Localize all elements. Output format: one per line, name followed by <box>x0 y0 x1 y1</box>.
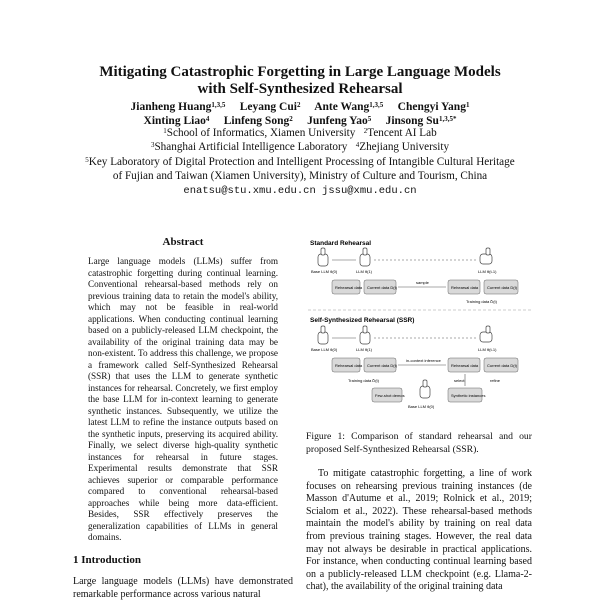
author-emails: enatsu@stu.xmu.edu.cn jssu@xmu.edu.cn <box>183 184 417 197</box>
affiliation-3: Shanghai Artificial Intelligence Laboratory <box>154 141 348 154</box>
svg-text:Synthetic instances: Synthetic instances <box>451 393 486 398</box>
author-name: Jianheng Huang <box>130 101 212 113</box>
llama-icon <box>420 380 430 398</box>
paper-title <box>0 64 600 98</box>
svg-text:Rehearsal data: Rehearsal data <box>451 363 479 368</box>
llama-icon <box>480 248 492 264</box>
svg-text:Current data D(t): Current data D(t) <box>487 285 518 290</box>
label-base-llm: Base LLM θ(0) <box>311 347 338 352</box>
label-training-data: Training data D̂(t) <box>348 378 379 383</box>
affiliation-4: Zhejiang University <box>359 141 450 154</box>
abstract-heading: Abstract <box>162 236 204 248</box>
label-llm-t1: LLM θ(t-1) <box>478 347 497 352</box>
label-llm-1: LLM θ(1) <box>356 347 373 352</box>
figure-diagram <box>308 236 533 426</box>
author-list: Jianheng Huang$^{1,3,5}$ Leyang Cui$^2$ Ante Wang$^{1,3,5}$ Chengyi Yang$^1$ Xinting Liao$^4$ Linfeng Song$^2$ Junfeng Yao$^5$ Jinsong $Su^{1,3,5*}$ <box>130 101 470 127</box>
abstract-body: Large language models (LLMs) suffer from catastrophic forgetting during continual learning. Conventional rehearsal-based methods rely on previous training data to retain the model's ability, which may not be feasible in real-world applications. When conducting continual learning based on a publicly-released LLM checkpoint, the availability of the original training data may be non-existent. To address this challenge, we propose a framework called Self-Synthesized Rehearsal (SSR) that uses the LLM to generate synthetic instances for rehearsal. Concretely, we first employ the base LLM for in-context learning to generate synthetic instances. Subsequently, we utilize the latest LLM to refine the instance outputs based on the synthetic inputs, preserving its acquired ability. Finally, we select diverse high-quality synthetic instances for rehearsal in future stages. Experimental results demonstrate that SSR achieves superior or comparable performance compared to conventional rehearsal-based approaches while being more data-efficient. Besides, SSR effectively preserves the generalization capabilities of LLMs in general domains. <box>88 256 278 542</box>
author-name: Linfeng Song <box>223 115 290 127</box>
affiliations: $^1$School of Informatics, Xiamen University $^2$Tencent AI Lab $^3$Shanghai Artificial Intelligence Laboratory $^4$Zhejiang University $^5$Key Laboratory of Digital Protection and Intelligent Processing of Intangible Cultural Heritage of Fujian and Taiwan (Xiamen University), Ministry of Culture and Tourism, China enatsu@stu.xmu.edu.cn jssu@xmu.edu.cn <box>0 126 600 198</box>
label-llm-t1: LLM θ(t-1) <box>478 269 497 274</box>
label-sample: sample <box>416 280 429 285</box>
llama-icon <box>360 248 370 266</box>
llama-icon <box>318 326 328 344</box>
svg-text:Current data D(t): Current data D(t) <box>367 363 398 368</box>
affiliation-2: Tencent AI Lab <box>367 127 437 139</box>
affiliation-5-cont: of Fujian and Taiwan (Xiamen University), Ministry of Culture and Tourism, China <box>112 170 488 183</box>
introduction-heading: 1 Introduction <box>73 554 141 566</box>
introduction-text: Large language models (LLMs) have demonstrated remarkable performance across various natural <box>73 576 293 600</box>
label-in-context: in-context inference <box>406 358 441 363</box>
figure-1 <box>308 236 533 426</box>
affiliation-1: School of Informatics, Xiamen University <box>166 127 356 139</box>
label-refine: refine <box>490 378 501 383</box>
svg-text:Rehearsal data: Rehearsal data <box>451 285 479 290</box>
label-training-data: Training data D̂(t) <box>466 299 497 304</box>
body-paragraph: To mitigate catastrophic forgetting, a line of work focuses on rehearsing previous training instances (de Masson d'Autume et al., 2019; Rolnick et al., 2019; Scialom et al., 2022). These rehearsal-based methods maintain the model's ability by training on real data from previous training stages. However, the real data may not always be desirable in practical applications. For instance, when conducting continual learning based on a publicly-released LLM checkpoint (e.g. Llama-2-chat), the availability of the original training data <box>306 468 532 593</box>
figure-caption: Figure 1: Comparison of standard rehearsal and our proposed Self-Synthesized Rehearsal (SSR). <box>306 431 532 455</box>
affiliation-5: Key Laboratory of Digital Protection and Intelligent Processing of Intangible Cultural Heritage <box>88 155 515 168</box>
label-base-llm-b: Base LLM θ(0) <box>408 404 435 409</box>
author-name: Junfeng Yao <box>307 115 368 127</box>
figure-section-standard: Standard Rehearsal <box>310 240 372 247</box>
figure-section-ssr: Self-Synthesized Rehearsal (SSR) <box>310 317 415 324</box>
author-name: Xinting Liao <box>143 115 206 127</box>
llama-icon <box>480 326 492 342</box>
author-name: Leyang Cui <box>239 101 297 113</box>
llama-icon <box>360 326 370 344</box>
svg-text:Rehearsal data: Rehearsal data <box>335 363 363 368</box>
author-name: Ante Wang <box>314 101 370 113</box>
label-llm-1: LLM θ(1) <box>356 269 373 274</box>
svg-text:Current data D(t): Current data D(t) <box>367 285 398 290</box>
title-line-2: with Self-Synthesized Rehearsal <box>197 81 403 97</box>
svg-text:Few-shot demos: Few-shot demos <box>375 393 405 398</box>
llama-icon <box>318 248 328 266</box>
label-select: select <box>454 378 465 383</box>
svg-text:Current data D(t): Current data D(t) <box>487 363 518 368</box>
author-name: Chengyi Yang <box>397 101 466 113</box>
title-line-1: Mitigating Catastrophic Forgetting in Large Language Models <box>99 64 501 80</box>
label-base-llm: Base LLM θ(0) <box>311 269 338 274</box>
author-name: Jinsong Su <box>385 115 439 127</box>
svg-text:Rehearsal data: Rehearsal data <box>335 285 363 290</box>
